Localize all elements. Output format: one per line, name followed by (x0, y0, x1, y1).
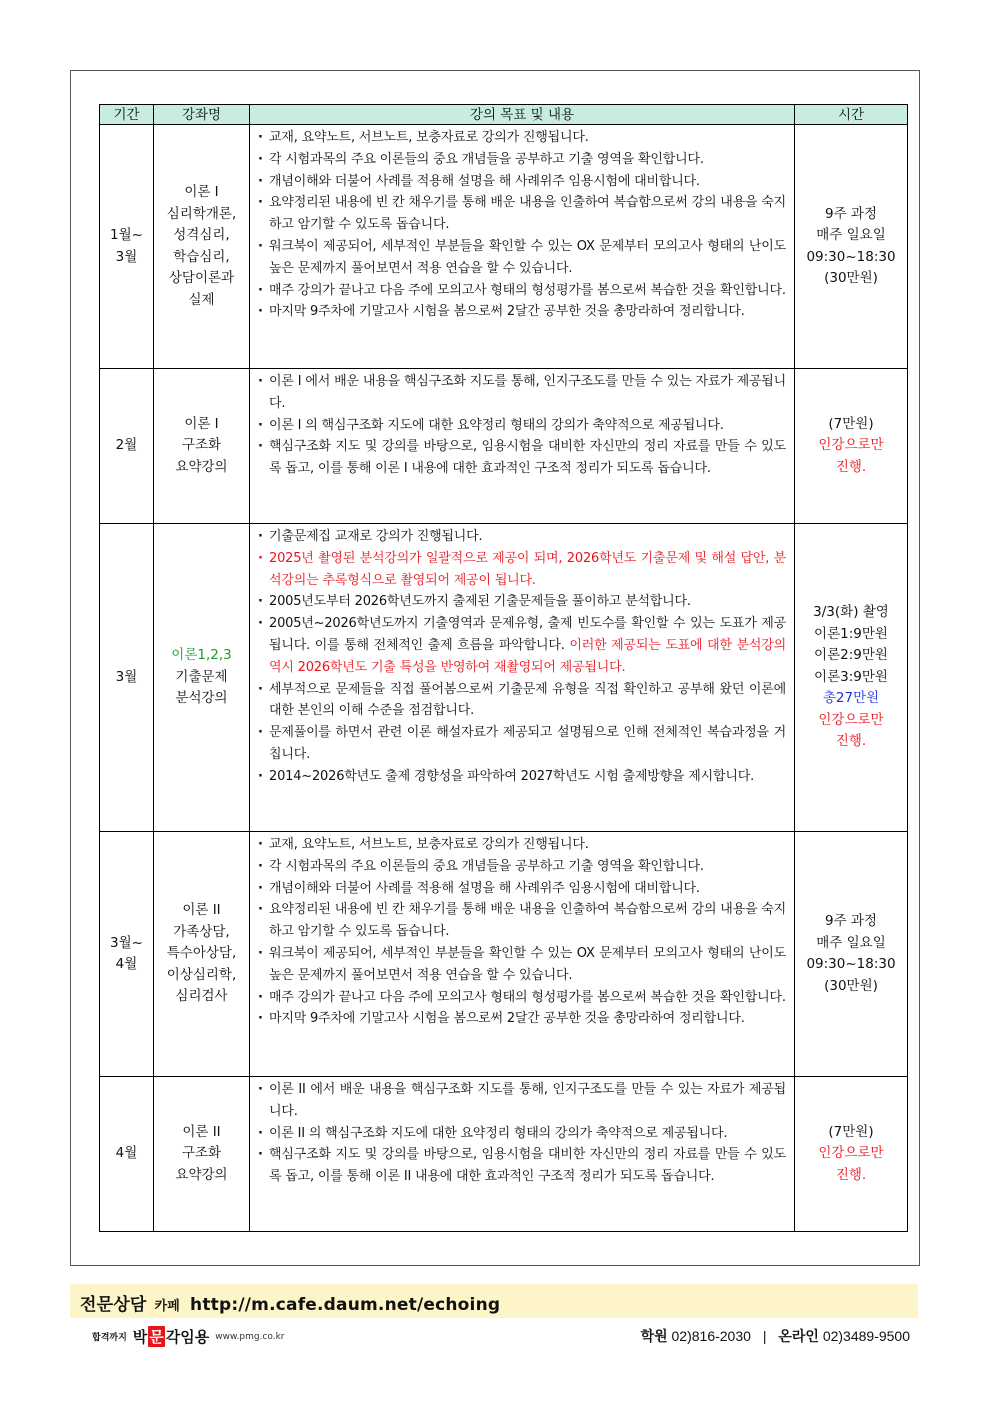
course-text: 가족상담, (173, 923, 230, 940)
description-item: · 이론 I 의 핵심구조화 지도에 대한 요약정리 형태의 강의가 축약적으로 제공됩니다. (258, 415, 786, 437)
banner-text (80, 1290, 500, 1315)
logo-brand-suffix: 임용 (180, 1328, 210, 1346)
item-text: 2014~2026학년도 출제 경향성을 파악하여 2027학년도 시험 출제방향을 제시합니다. (269, 768, 755, 784)
description-cell (250, 832, 795, 1077)
item-text: 세부적으로 문제들을 직접 풀어봄으로써 기출문제 유형을 직접 확인하고 공부해 왔던 이론에 대한 본인의 이해 수준을 점검합니다. (269, 681, 786, 719)
price-text: (30만원) (824, 977, 878, 994)
table-row (100, 369, 908, 524)
course-highlight-text: 이론1,2,3 (171, 647, 232, 664)
course-text: 기출문제 (175, 668, 228, 685)
table-row (100, 832, 908, 1077)
description-item (258, 526, 786, 548)
online-only-note: 진행. (835, 733, 867, 750)
banner-label: 전문상담 (80, 1295, 147, 1315)
header-period: 기간 (100, 105, 154, 125)
time-cell (795, 125, 908, 369)
course-cell (154, 524, 250, 832)
period-cell (100, 832, 154, 1077)
course-cell (154, 369, 250, 524)
description-item: · 핵심구조화 지도 및 강의를 바탕으로, 임용시험을 대비한 자신만의 정리 자료를 만들 수 있도록 돕고, 이를 통해 이론 I 내용에 대한 효과적인 구조적 정리가 되도록 돕습니다. (258, 436, 786, 480)
logo-slogan: 합격까지 (92, 1333, 127, 1343)
item-text: 2005년~2026학년도까지 기출영역과 문제유형, 출제 빈도수를 확인할 수 있는 도표가 제공됩니다. 이를 통해 전체적인 출제 흐름을 파악합니다. (269, 616, 786, 653)
course-text: 이상심리학, (166, 966, 237, 983)
period-text: 3월 (115, 668, 138, 685)
item-text: 2005년도부터 2026학년도까지 출제된 기출문제들을 풀이하고 분석합니다. (269, 594, 691, 610)
logo-brand (133, 1326, 209, 1347)
item-highlight: 이러한 제공되는 도표에 대한 분석강의 역시 2026학년도 기출 특성을 반영하여 재촬영되어 제공됩니다. (269, 637, 786, 675)
academy-label: 학원 (640, 1329, 668, 1345)
online-only-note: 인강으로만 (818, 1145, 884, 1162)
cafe-banner (70, 1284, 918, 1318)
period-cell (100, 125, 154, 369)
schedule-table (99, 104, 908, 1232)
time-text: 매주 일요일 (816, 227, 886, 243)
logo-brand-char: 박 (132, 1328, 148, 1346)
table-row (100, 125, 908, 369)
description-item: · 교재, 요약노트, 서브노트, 보충자료로 강의가 진행됩니다. (258, 834, 786, 856)
description-item: · 핵심구조화 지도 및 강의를 바탕으로, 임용시험을 대비한 자신만의 정리 자료를 만들 수 있도록 돕고, 이를 통해 이론 II 내용에 대한 효과적인 구조적 정리가 되도록 돕습니다. (258, 1144, 786, 1188)
description-item: · 이론 I 에서 배운 내용을 핵심구조화 지도를 통해, 인지구조도를 만들 수 있는 자료가 제공됩니다. (258, 371, 786, 415)
description-item: · 매주 강의가 끝나고 다음 주에 모의고사 형태의 형성평가를 봄으로써 복습한 것을 확인합니다. (258, 987, 786, 1009)
period-text: 4월 (115, 1145, 138, 1162)
course-text: 심리검사 (175, 988, 228, 1005)
period-text: 4월 (115, 956, 138, 972)
period-text: 3월 (115, 248, 138, 265)
online-only-note: 진행. (835, 458, 867, 475)
time-cell (795, 1077, 908, 1232)
description-item (258, 766, 786, 788)
separator: | (762, 1328, 767, 1344)
time-cell (795, 369, 908, 524)
header-time: 시간 (795, 105, 908, 125)
course-text: 요약강의 (175, 458, 228, 475)
description-item: · 매주 강의가 끝나고 다음 주에 모의고사 형태의 형성평가를 봄으로써 복습한 것을 확인합니다. (258, 280, 786, 302)
item-text: 기출문제집 교재로 강의가 진행됩니다. (269, 529, 483, 544)
time-text: 3/3(화) 촬영 (813, 604, 889, 621)
online-only-note: 인강으로만 (818, 437, 884, 454)
course-text: 특수아상담, (166, 945, 237, 962)
time-cell (795, 524, 908, 832)
description-item: · 교재, 요약노트, 서브노트, 보충자료로 강의가 진행됩니다. (258, 127, 786, 149)
course-text: 구조화 (181, 1145, 222, 1162)
description-item: · 워크북이 제공되어, 세부적인 부분들을 확인할 수 있는 OX 문제부터 모의고사 형태의 난이도 높은 문제까지 풀어보면서 적용 연습을 할 수 있습니다. (258, 236, 786, 280)
banner-cafe-label: 카페 (154, 1299, 181, 1314)
header-course: 강좌명 (154, 105, 250, 125)
course-text: 상담이론과 (168, 270, 235, 286)
period-cell (100, 369, 154, 524)
table-header-row (100, 105, 908, 125)
period-text: 3월~ (110, 934, 143, 951)
item-highlight: 2025년 촬영된 분석강의가 일괄적으로 제공이 되며, 2026학년도 기출문제 및 해설 답안, 분석강의는 추록형식으로 촬영되어 제공이 됩니다. (269, 550, 786, 588)
online-only-note: 인강으로만 (818, 711, 884, 728)
item-text: 문제풀이를 하면서 관련 이론 해설자료가 제공되고 설명됨으로 인해 전체적인 복습과정을 거칩니다. (269, 725, 786, 762)
table-row (100, 524, 908, 832)
course-text: 실제 (188, 291, 215, 308)
course-text: 이론 I (184, 415, 219, 432)
description-item: · 이론 II 에서 배운 내용을 핵심구조화 지도를 통해, 인지구조도를 만들 수 있는 자료가 제공됩니다. (258, 1079, 786, 1123)
description-item: · 요약정리된 내용에 빈 칸 채우기를 통해 배운 내용을 인출하여 복습함으로써 강의 내용을 숙지하고 암기할 수 있도록 돕습니다. (258, 192, 786, 236)
description-item (258, 548, 786, 592)
course-text: 구조화 (181, 437, 222, 454)
course-cell (154, 832, 250, 1077)
price-text: (7만원) (828, 415, 874, 432)
description-item: · 각 시험과목의 주요 이론들의 중요 개념들을 공부하고 기출 영역을 확인합니다. (258, 149, 786, 171)
time-cell (795, 832, 908, 1077)
course-cell (154, 125, 250, 369)
description-item (258, 679, 786, 723)
price-text: 이론2:9만원 (814, 647, 888, 664)
price-text: 이론3:9만원 (814, 668, 888, 685)
course-text: 학습심리, (173, 248, 230, 265)
cafe-url-link[interactable]: http://m.cafe.daum.net/echoing (190, 1295, 501, 1315)
price-text: 이론1:9만원 (814, 625, 888, 642)
online-label: 온라인 (778, 1329, 819, 1345)
online-phone: 02)3489-9500 (822, 1328, 910, 1344)
description-item (258, 722, 786, 766)
course-text: 분석강의 (175, 690, 228, 707)
total-price-text: 총27만원 (822, 690, 880, 707)
time-text: 9주 과정 (824, 205, 877, 222)
period-cell (100, 1077, 154, 1232)
period-cell (100, 524, 154, 832)
logo-website-link[interactable]: www.pmg.co.kr (215, 1331, 285, 1342)
description-item (258, 613, 786, 678)
publisher-logo (92, 1326, 285, 1347)
course-cell (154, 1077, 250, 1232)
description-item: · 마지막 9주차에 기말고사 시험을 봄으로써 2달간 공부한 것을 총망라하여 정리합니다. (258, 1008, 786, 1030)
period-text: 2월 (115, 437, 138, 454)
course-text: 성격심리, (173, 227, 230, 243)
period-text: 1월~ (110, 227, 143, 243)
course-text: 이론 II (182, 1123, 221, 1140)
course-text: 이론 I (184, 184, 219, 200)
description-item: · 워크북이 제공되어, 세부적인 부분들을 확인할 수 있는 OX 문제부터 모의고사 형태의 난이도 높은 문제까지 풀어보면서 적용 연습을 할 수 있습니다. (258, 943, 786, 987)
price-text: (7만원) (828, 1123, 874, 1140)
time-text: 9주 과정 (824, 913, 877, 929)
description-item: · 마지막 9주차에 기말고사 시험을 봄으로써 2달간 공부한 것을 총망라하여 정리합니다. (258, 301, 786, 323)
description-cell (250, 524, 795, 832)
academy-phone: 02)816-2030 (671, 1328, 751, 1344)
course-text: 이론 II (182, 902, 221, 919)
description-cell (250, 125, 795, 369)
time-text: 매주 일요일 (816, 934, 886, 951)
description-cell (250, 1077, 795, 1232)
header-description: 강의 목표 및 내용 (250, 105, 795, 125)
description-item: · 각 시험과목의 주요 이론들의 중요 개념들을 공부하고 기출 영역을 확인합니다. (258, 856, 786, 878)
description-item (258, 591, 786, 613)
price-text: (30만원) (824, 270, 878, 286)
online-only-note: 진행. (835, 1166, 867, 1183)
description-item: · 요약정리된 내용에 빈 칸 채우기를 통해 배운 내용을 인출하여 복습함으로써 강의 내용을 숙지하고 암기할 수 있도록 돕습니다. (258, 899, 786, 943)
time-text: 09:30~18:30 (806, 248, 896, 265)
table-row (100, 1077, 908, 1232)
course-text: 심리학개론, (166, 205, 237, 222)
description-cell (250, 369, 795, 524)
logo-mark-icon: 문 (149, 1328, 164, 1346)
description-item: · 개념이해와 더불어 사례를 적용해 설명을 해 사례위주 임용시험에 대비합니다. (258, 878, 786, 900)
course-text: 요약강의 (175, 1166, 228, 1183)
description-item: · 개념이해와 더불어 사례를 적용해 설명을 해 사례위주 임용시험에 대비합니다. (258, 171, 786, 193)
contact-info (641, 1326, 910, 1346)
time-text: 09:30~18:30 (806, 956, 896, 972)
description-item: · 이론 II 의 핵심구조화 지도에 대한 요약정리 형태의 강의가 축약적으로 제공됩니다. (258, 1123, 786, 1145)
logo-brand-char: 각 (165, 1328, 181, 1346)
